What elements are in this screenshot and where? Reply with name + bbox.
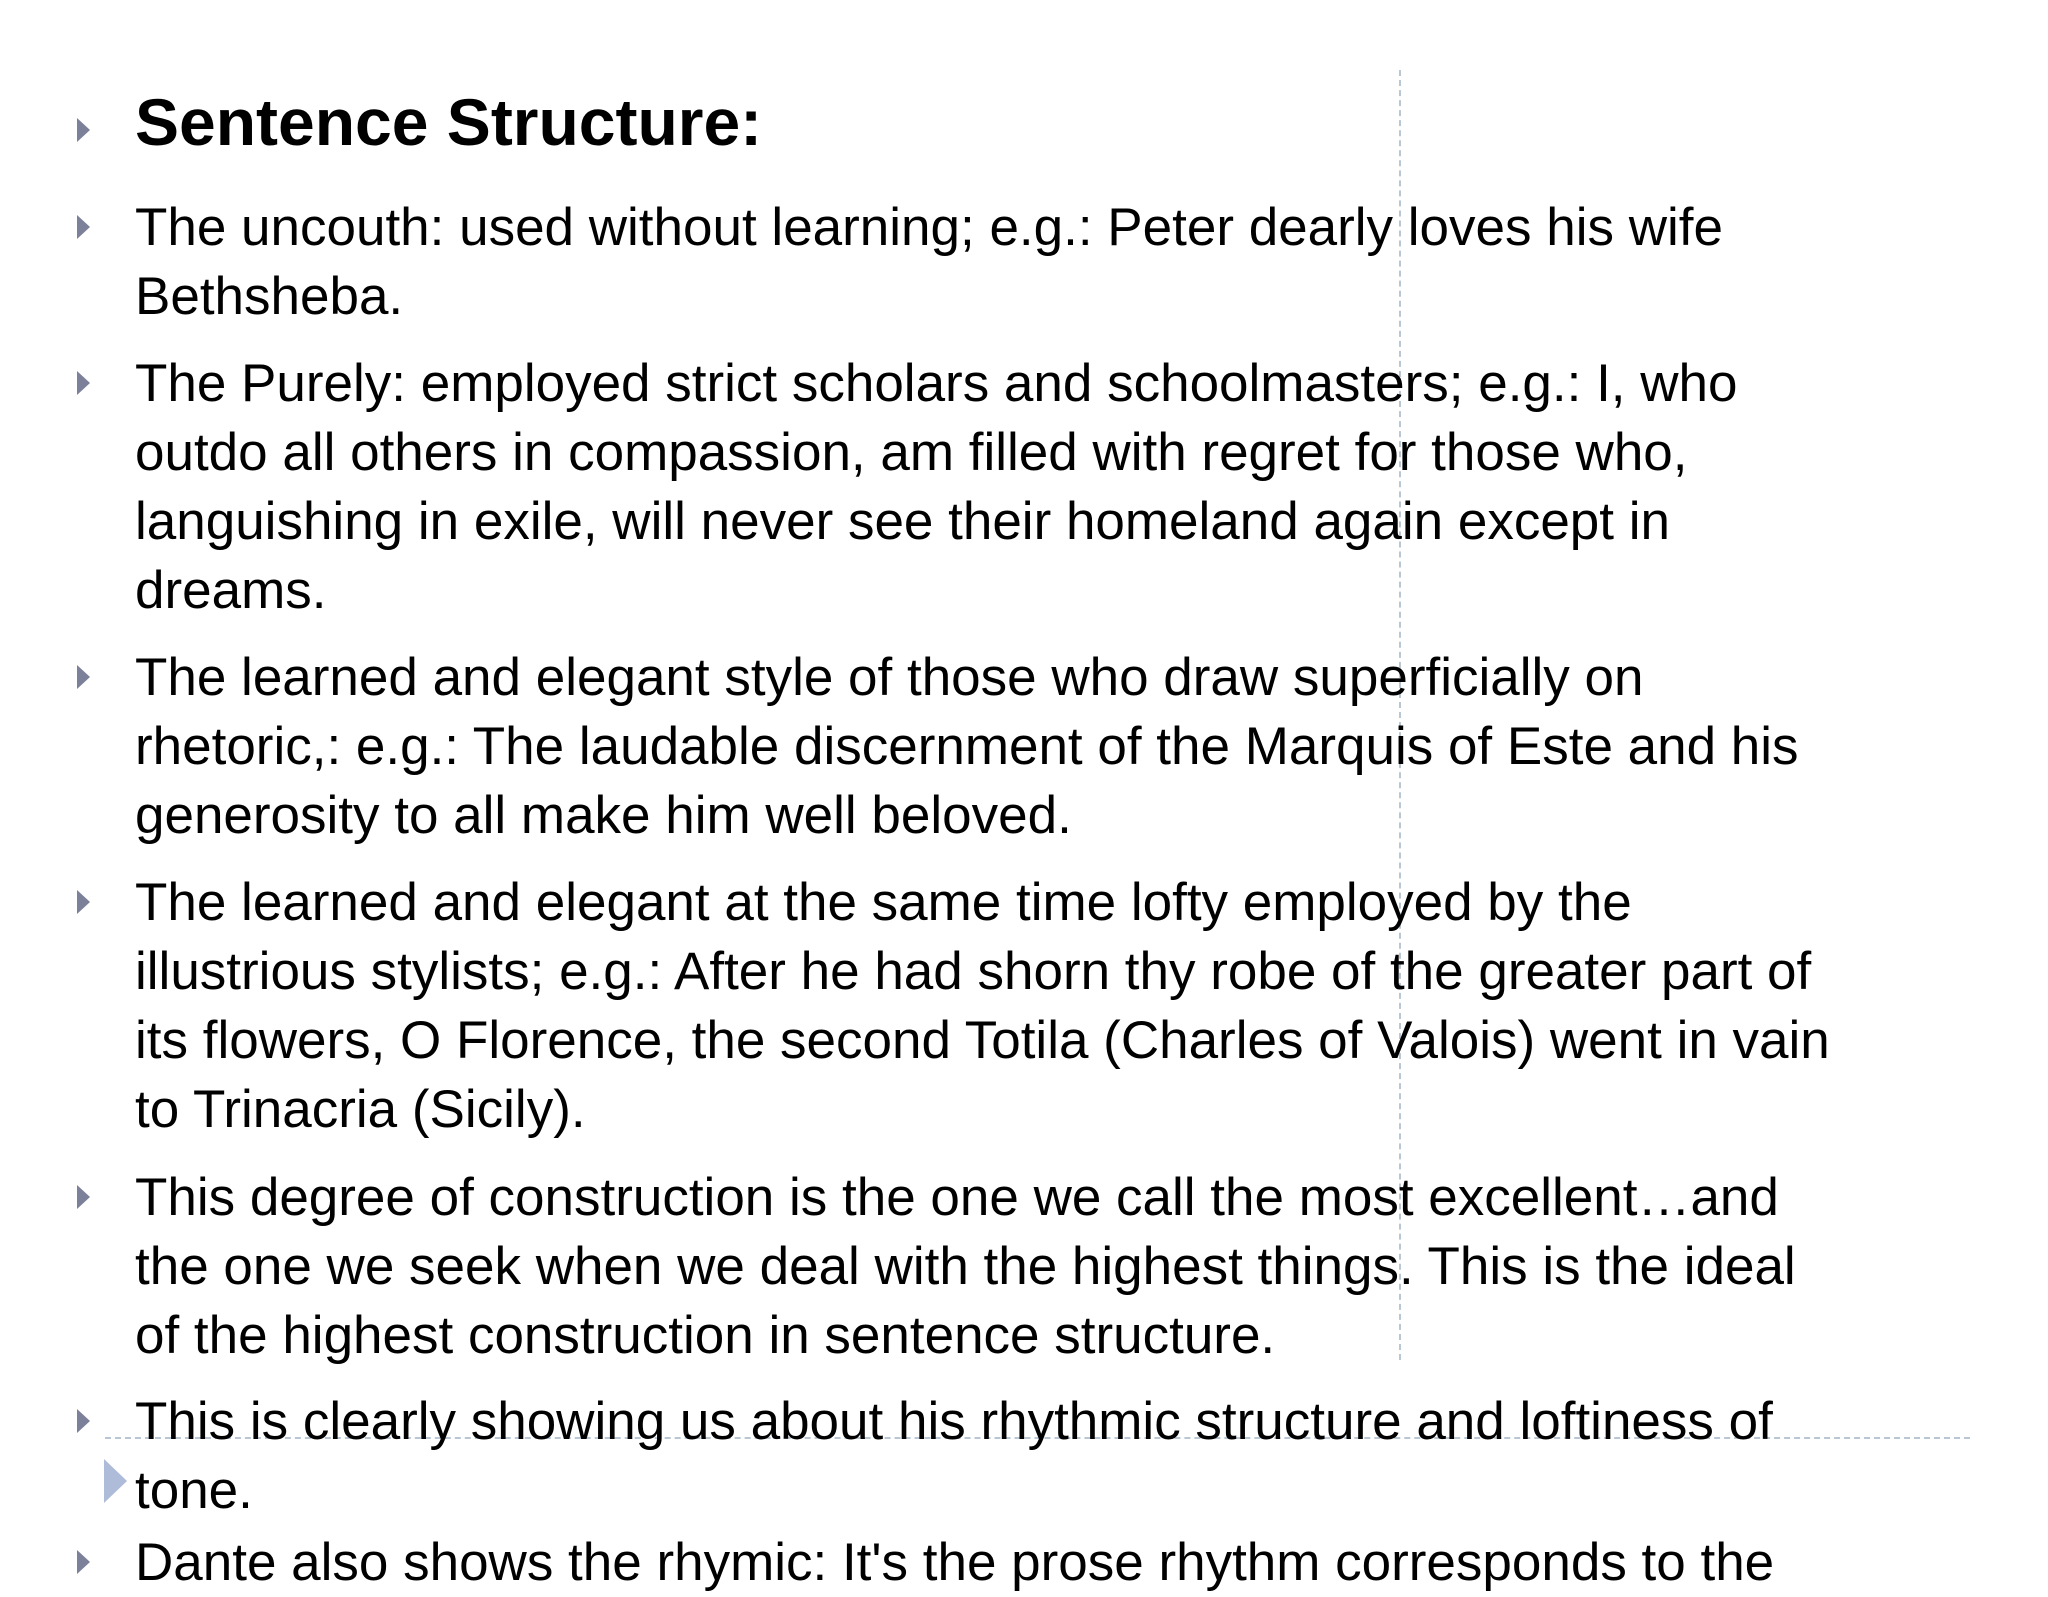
bullet-line: of the highest construction in sentence structure.	[135, 1306, 1276, 1365]
triangle-bullet-icon	[77, 890, 90, 914]
bullet-item-degree	[135, 1163, 1995, 1370]
triangle-bullet-icon	[77, 215, 90, 239]
bullet-line: tone.	[135, 1461, 253, 1520]
bullet-item-purely	[135, 349, 1995, 625]
bullet-line: the one we seek when we deal with the highest things. This is the ideal	[135, 1237, 1796, 1296]
bullet-line: its flowers, O Florence, the second Totila (Charles of Valois) went in vain	[135, 1011, 1830, 1070]
bullet-line: Bethsheba.	[135, 267, 404, 326]
bullet-line: languishing in exile, will never see their homeland again except in	[135, 492, 1670, 551]
bullet-line: The uncouth: used without learning; e.g.: Peter dearly loves his wife	[135, 198, 1723, 257]
bullet-item-prose-rhythm	[135, 1528, 1995, 1597]
bullet-line: The learned and elegant at the same time lofty employed by the	[135, 873, 1632, 932]
bullet-line: to Trinacria (Sicily).	[135, 1080, 586, 1139]
triangle-bullet-icon	[77, 1550, 90, 1574]
bullet-line: illustrious stylists; e.g.: After he had shorn thy robe of the greater part of	[135, 942, 1812, 1001]
bullet-line: outdo all others in compassion, am filled with regret for those who,	[135, 423, 1688, 482]
bullet-item-learned-elegant	[135, 643, 1995, 850]
bullet-line: dreams.	[135, 561, 327, 620]
bullet-line: Dante also shows the rhymic: It's the prose rhythm corresponds to the	[135, 1533, 1775, 1592]
triangle-bullet-icon	[77, 1185, 90, 1209]
bullet-line: The Purely: employed strict scholars and schoolmasters; e.g.: I, who	[135, 354, 1738, 413]
bullet-line: This degree of construction is the one we call the most excellent…and	[135, 1168, 1779, 1227]
triangle-bullet-icon	[77, 371, 90, 395]
bullet-item-lofty	[135, 868, 1995, 1144]
triangle-bullet-icon	[77, 1409, 90, 1433]
bullet-line: This is clearly showing us about his rhythmic structure and loftiness of	[135, 1392, 1773, 1451]
bullet-line: rhetoric,: e.g.: The laudable discernment of the Marquis of Este and his	[135, 717, 1799, 776]
bullet-line: The learned and elegant style of those who draw superficially on	[135, 648, 1644, 707]
bullet-line: generosity to all make him well beloved.	[135, 786, 1072, 845]
bullet-item-uncouth	[135, 193, 1995, 331]
bullet-item-rhythmic	[135, 1387, 1995, 1525]
triangle-marker-icon	[104, 1459, 127, 1503]
triangle-bullet-icon	[77, 118, 90, 142]
triangle-bullet-icon	[77, 665, 90, 689]
slide-title: Sentence Structure:	[135, 85, 763, 159]
